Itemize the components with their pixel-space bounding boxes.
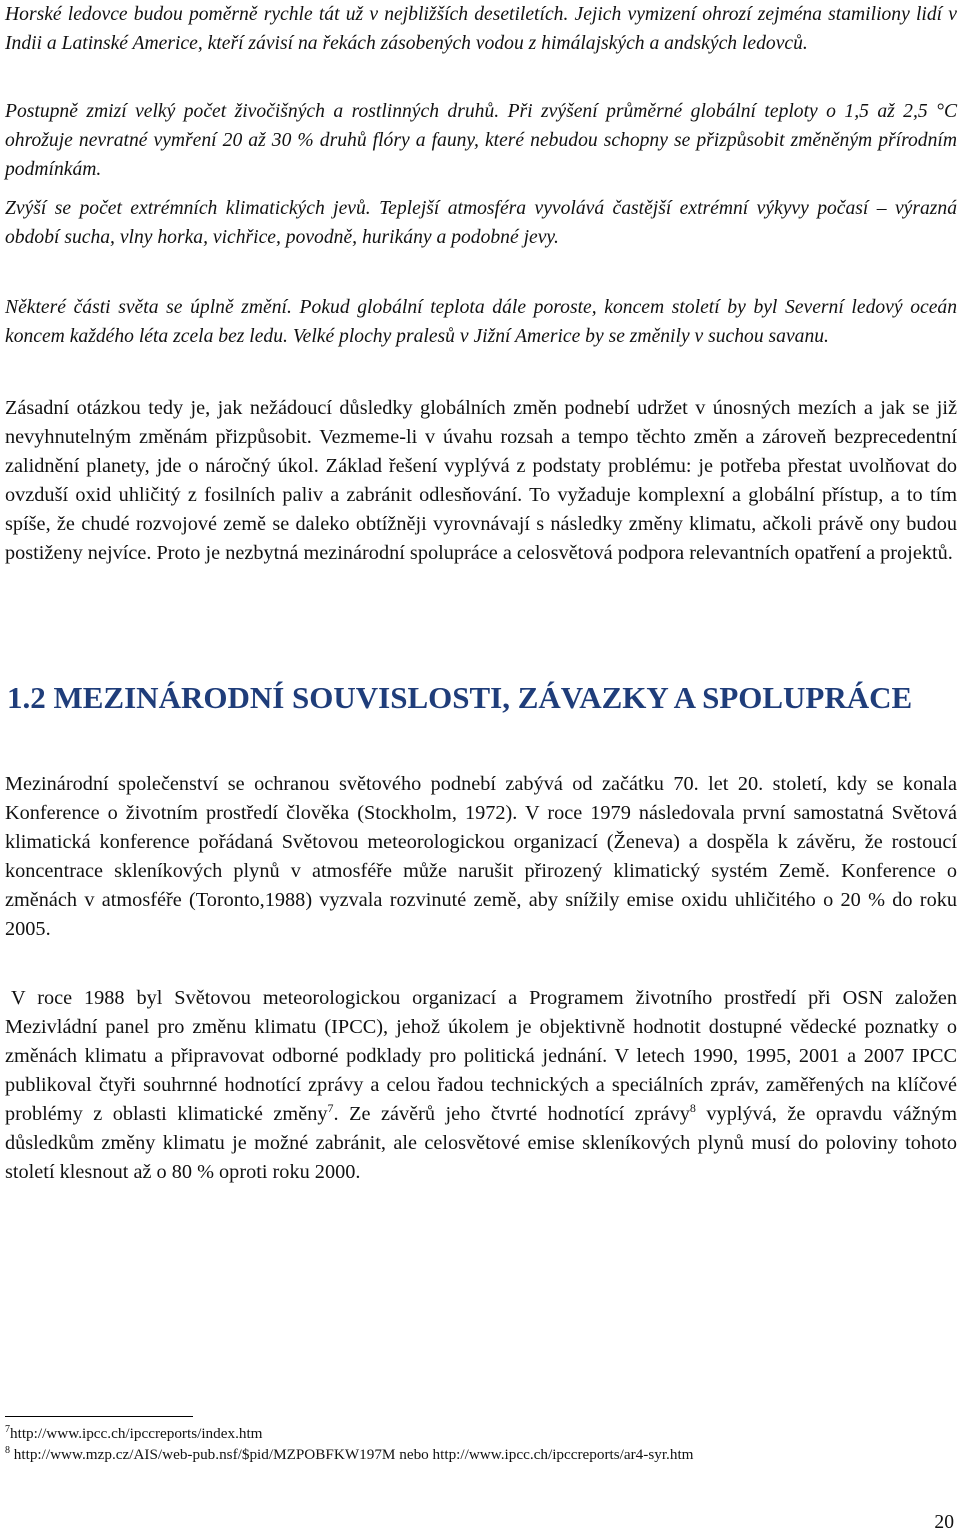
footnote-number: 7: [5, 1423, 10, 1435]
paragraph-lead: Zvýší se počet extrémních klimatických jevů.: [5, 198, 371, 219]
page-number: 20: [934, 1512, 954, 1533]
paragraph-species: [5, 97, 957, 184]
footnote-link[interactable]: http://www.ipcc.ch/ipccreports/index.htm: [10, 1425, 263, 1442]
footnote-7: [5, 1424, 263, 1444]
paragraph-text: Při zvýšení průměrné globální teploty o 1,5 až 2,5 °C ohrožuje nevratné vymření 20 až 30 % druhů flóry a fauny, které nebudou schopny se přizpůsobit změněným přírodním podmínkám.: [5, 101, 958, 180]
paragraph-lead: Postupně zmizí velký počet živočišných a rostlinných druhů.: [5, 101, 500, 122]
paragraph-lead: Horské ledovce budou poměrně rychle tát už v nejbližších desetiletích.: [5, 4, 569, 25]
paragraph-lead: Některé části světa se úplně změní.: [5, 297, 292, 318]
paragraph-text: . Ze závěrů jeho čtvrté hodnotící zprávy: [333, 1103, 690, 1125]
footnote-number: 8: [5, 1444, 10, 1456]
paragraph-text: vyplývá, že opravdu vážným důsledkům změny klimatu je možné zabránit, ale celosvětové emise skleníkových plynů musí do poloviny tohoto století klesnout až o 80 % oproti roku 2000.: [5, 1103, 957, 1183]
paragraph-glaciers: [5, 0, 957, 58]
paragraph-text: V roce 1988 byl Světovou meteorologickou organizací a Programem životního prostředí při OSN založen Mezivládní panel pro změnu klimatu (IPCC), jehož úkolem je objektivně hodnotit dostupné vědecké poznatky o změnách klimatu a připravovat odborné podklady pro politická jednání. V letech 1990, 1995, 2001 a 2007 IPCC publikoval čtyři souhrnné hodnotící zprávy a celou řadou technických a speciálních zpráv, zaměřených na klíčové problémy z oblasti klimatické změny: [5, 987, 957, 1125]
paragraph-ipcc: [5, 984, 957, 1187]
footnote-ref[interactable]: 7: [327, 1101, 334, 1116]
paragraph-conclusion: Zásadní otázkou tedy je, jak nežádoucí důsledky globálních změn podnebí udržet v únosných mezích a jak se již nevyhnutelným změnám přizpůsobit. Vezmeme-li v úvahu rozsah a tempo těchto změn a zároveň bezprecedentní zalidnění planety, jde o náročný úkol. Základ řešení vyplývá z podstaty problému: je potřeba přestat uvolňovat do ovzduší oxid uhličitý z fosilních paliv a zabránit odlesňování. To vyžaduje komplexní a globální přístup, a to tím spíše, že chudé rozvojové země se daleko obtížněji vyrovnávají s následky změny klimatu, ačkoli právě ony budou postiženy nejvíce. Proto je nezbytná mezinárodní spolupráce a celosvětová podpora relevantních opatření a projektů.: [5, 397, 957, 564]
paragraph-text: Teplejší atmosféra vyvolává častější extrémní výkyvy počasí – výrazná období sucha, vlny horka, vichřice, povodně, hurikány a podobné jevy.: [5, 198, 957, 248]
paragraph-international: Mezinárodní společenství se ochranou světového podnebí zabývá od začátku 70. let 20. století, kdy se konala Konference o životním prostředí člověka (Stockholm, 1972). V roce 1979 následovala první samostatná Světová klimatická konference pořádaná Světovou meteorologickou organizací (Ženeva) a dospěla k závěru, že rostoucí koncentrace skleníkových plynů v atmosféře může narušit přirozený klimatický systém Země. Konference o změnách v atmosféře (Toronto,1988) vyzvala rozvinuté země, aby snížily emise oxidu uhličitého o 20 % do roku 2005.: [5, 773, 957, 940]
footnote-link[interactable]: http://www.mzp.cz/AIS/web-pub.nsf/$pid/MZPOBFKW197M nebo http://www.ipcc.ch/ipccreports/ar4-syr.htm: [10, 1446, 694, 1463]
paragraph-regions: [5, 293, 957, 351]
paragraph-text: Jejich vymizení ohrozí zejména stamiliony lidí v Indii a Latinské Americe, kteří závisí na řekách zásobených vodou z himálajských a andských ledovců.: [5, 4, 958, 54]
section-heading: 1.2 MEZINÁRODNÍ SOUVISLOSTI, ZÁVAZKY A SPOLUPRÁCE: [7, 680, 913, 715]
footnote-ref[interactable]: 8: [689, 1101, 696, 1116]
paragraph-extremes: [5, 194, 957, 252]
footnote-8: [5, 1445, 693, 1465]
footnote-separator: [5, 1416, 193, 1417]
paragraph-text: Pokud globální teplota dále poroste, koncem století by byl Severní ledový oceán koncem každého léta zcela bez ledu. Velké plochy pralesů v Jižní Americe by se změnily v suchou savanu.: [5, 297, 957, 347]
